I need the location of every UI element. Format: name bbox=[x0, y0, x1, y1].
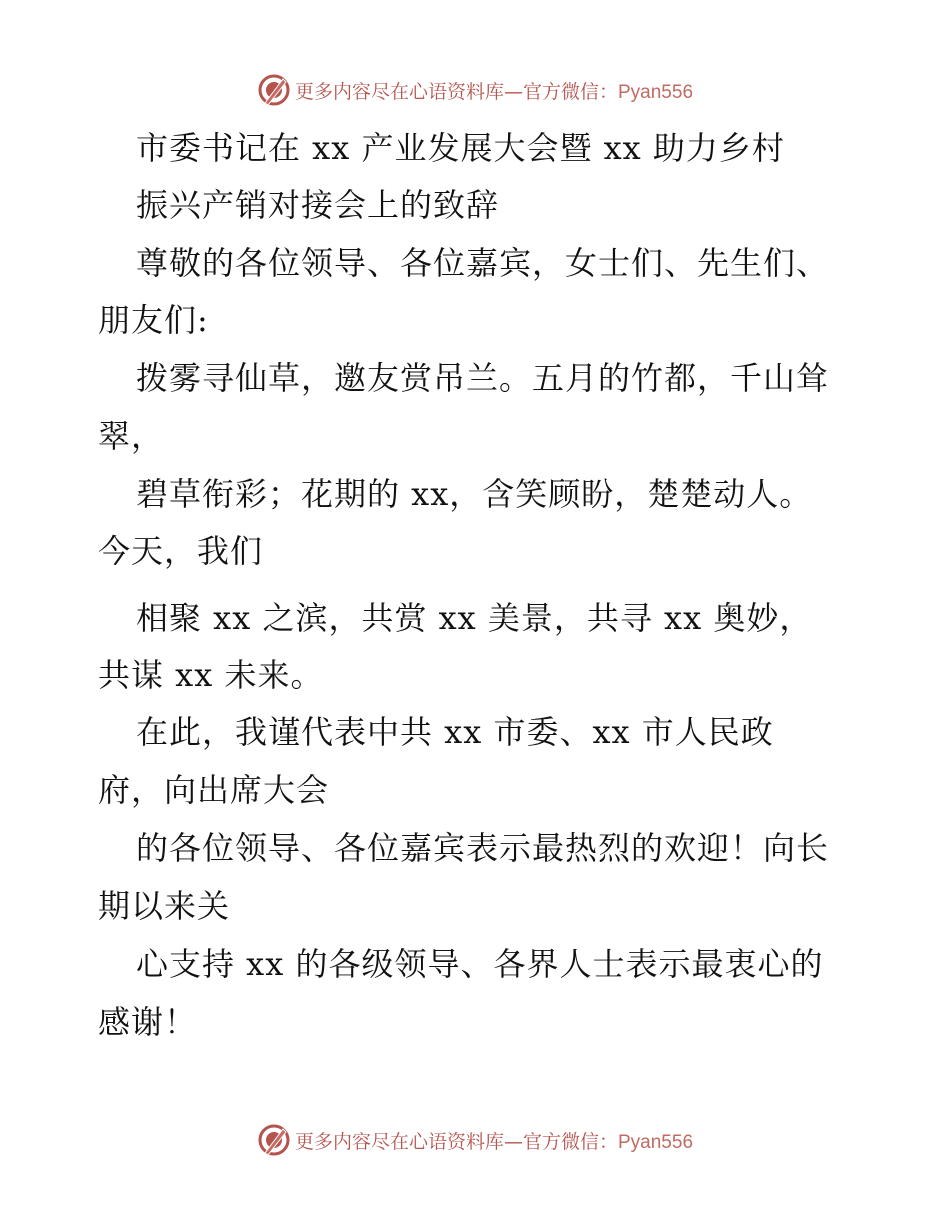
paragraph-line: 共谋 xx 未来。 bbox=[98, 656, 324, 694]
paragraph-line: 的各位领导、各位嘉宾表示最热烈的欢迎！向长 bbox=[136, 829, 830, 867]
paragraph-line: 拨雾寻仙草，邀友赏吊兰。五月的竹都，千山耸 bbox=[136, 359, 830, 397]
footer-banner bbox=[0, 1120, 950, 1160]
header-banner-id: Pyan556 bbox=[618, 81, 694, 103]
paragraph-line: 在此，我谨代表中共 xx 市委、xx 市人民政 bbox=[136, 713, 774, 751]
paragraph-line: 翠， bbox=[98, 417, 165, 455]
paragraph-line: 朋友们: bbox=[98, 301, 209, 339]
paragraph-line: 相聚 xx 之滨，共赏 xx 美景，共寻 xx 奥妙， bbox=[136, 599, 813, 637]
paragraph-line: 感谢！ bbox=[98, 1003, 198, 1041]
header-banner-text bbox=[295, 77, 693, 104]
footer-banner-text bbox=[295, 1127, 693, 1154]
document-title-line-2: 振兴产销对接会上的致辞 bbox=[136, 186, 500, 224]
header-banner-wechat: 官方微信： bbox=[522, 80, 618, 103]
header-banner-sep: — bbox=[503, 80, 523, 103]
paragraph-line: 心支持 xx 的各级领导、各界人士表示最衷心的 bbox=[136, 945, 824, 983]
header-banner-main: 更多内容尽在心语资料库 bbox=[294, 80, 504, 103]
document-title-line-1: 市委书记在 xx 产业发展大会暨 xx 助力乡村 bbox=[136, 129, 785, 167]
footer-banner-main: 更多内容尽在心语资料库 bbox=[294, 1130, 504, 1153]
paragraph-line: 碧草衔彩；花期的 xx，含笑顾盼，楚楚动人。 bbox=[136, 475, 813, 513]
paragraph-line: 期以来关 bbox=[98, 887, 231, 925]
paragraph-line: 府，向出席大会 bbox=[98, 771, 330, 809]
pen-logo-icon bbox=[257, 73, 291, 107]
footer-banner-sep: — bbox=[503, 1130, 523, 1153]
footer-banner-wechat: 官方微信： bbox=[522, 1130, 618, 1153]
header-banner bbox=[0, 70, 950, 110]
paragraph-line: 今天，我们 bbox=[98, 532, 264, 570]
pen-logo-icon bbox=[257, 1123, 291, 1157]
paragraph-line: 尊敬的各位领导、各位嘉宾，女士们、先生们、 bbox=[136, 244, 830, 282]
footer-banner-id: Pyan556 bbox=[618, 1131, 694, 1153]
